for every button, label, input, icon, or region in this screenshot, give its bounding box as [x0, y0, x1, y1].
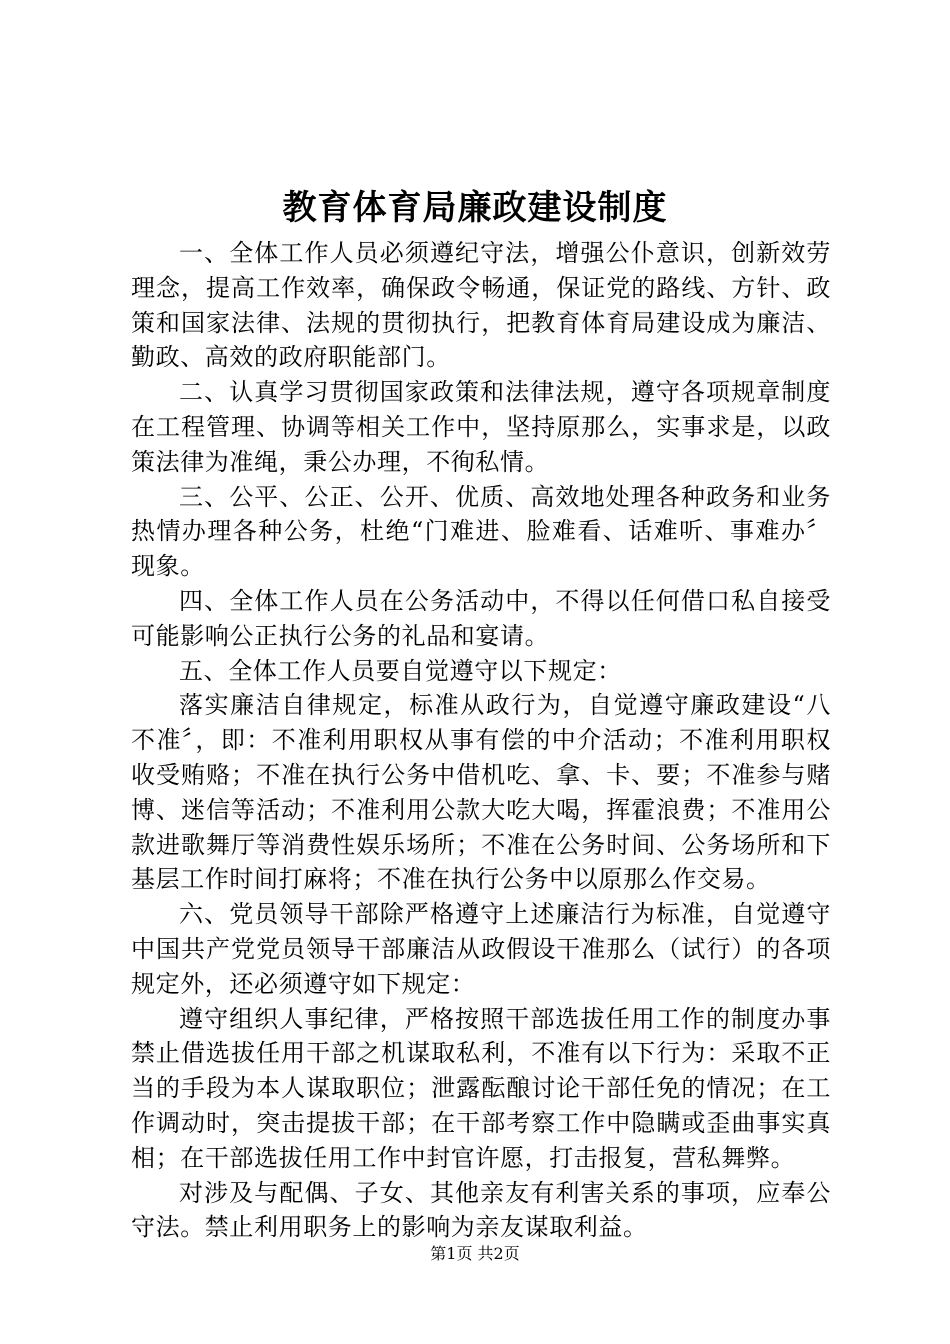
paragraph-6: 落实廉洁自律规定，标准从政行为，自觉遵守廉政建设“八不准〞，即：不准利用职权从事有偿的中介活动；不准利用职权收受贿赂；不准在执行公务中借机吃、拿、卡、要；不准参与赌博、迷信等活动；不准利用公款大吃大喝，挥霍浪费；不准用公款进歌舞厅等消费性娱乐场所；不准在公务时间、公务场所和下基层工作时间打麻将；不准在执行公务中以原那么作交易。 — [131, 691, 831, 894]
page-footer: 第1页 共2页 — [430, 1244, 520, 1263]
document-title: 教育体育局廉政建设制度 — [282, 188, 668, 228]
paragraph-9: 对涉及与配偶、子女、其他亲友有利害关系的事项，应奉公守法。禁止利用职务上的影响为亲友谋取利益。 — [131, 1178, 831, 1242]
paragraph-4: 四、全体工作人员在公务活动中，不得以任何借口私自接受可能影响公正执行公务的礼品和宴请。 — [131, 586, 831, 650]
paragraph-8: 遵守组织人事纪律，严格按照干部选拔任用工作的制度办事禁止借选拔任用干部之机谋取私利，不准有以下行为：采取不正当的手段为本人谋取职位；泄露酝酿讨论干部任免的情况；在工作调动时，突击提拔干部；在干部考察工作中隐瞒或歪曲事实真相；在干部选拔任用工作中封官许愿，打击报复，营私舞弊。 — [131, 1004, 831, 1172]
paragraph-3: 三、公平、公正、公开、优质、高效地处理各种政务和业务热情办理各种公务，杜绝“门难进、脸难看、话难听、事难办〞现象。 — [131, 482, 831, 581]
document-body — [131, 236, 831, 1245]
paragraph-7: 六、党员领导干部除严格遵守上述廉洁行为标准，自觉遵守中国共产党党员领导干部廉洁从政假设干准那么（试行）的各项规定外，还必须遵守如下规定： — [131, 900, 831, 998]
paragraph-5: 五、全体工作人员要自觉遵守以下规定： — [179, 656, 622, 685]
paragraph-1: 一、全体工作人员必须遵纪守法，增强公仆意识，创新效劳理念，提高工作效率，确保政令畅通，保证党的路线、方针、政策和国家法律、法规的贯彻执行，把教育体育局建设成为廉洁、勤政、高效的政府职能部门。 — [131, 239, 831, 372]
paragraph-2: 二、认真学习贯彻国家政策和法律法规，遵守各项规章制度在工程管理、协调等相关工作中，坚持原那么，实事求是，以政策法律为准绳，秉公办理，不徇私情。 — [131, 378, 831, 476]
